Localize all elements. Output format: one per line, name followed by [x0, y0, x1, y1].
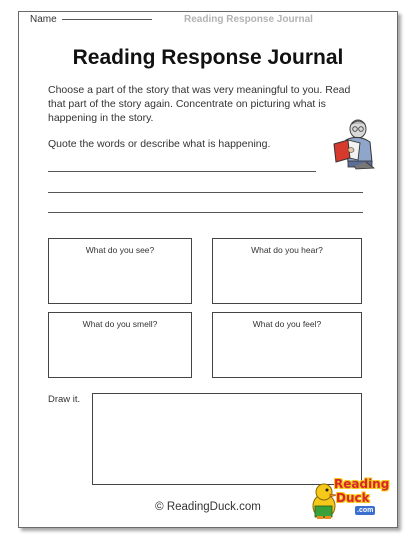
smell-box-label: What do you smell?	[82, 319, 158, 329]
reading-duck-logo	[312, 476, 390, 520]
name-row	[30, 14, 152, 25]
smell-box[interactable]	[48, 312, 192, 378]
logo-com-text: .com	[357, 507, 374, 514]
hear-box-label: What do you hear?	[251, 245, 323, 255]
page-title: Reading Response Journal	[72, 46, 344, 69]
name-label: Name	[30, 14, 57, 25]
header-title: Reading Response Journal	[184, 14, 313, 25]
feel-box-label: What do you feel?	[252, 319, 322, 329]
logo-duck-text: Duck	[336, 491, 370, 505]
feel-box[interactable]	[212, 312, 362, 378]
quote-prompt: Quote the words or describe what is happening.	[48, 138, 271, 150]
instructions: Choose a part of the story that was very meaningful to you. Read that part of the story again. Concentrate on picturing what is happening in the story.	[48, 84, 351, 124]
writing-line[interactable]	[48, 171, 316, 172]
draw-label: Draw it.	[48, 394, 81, 405]
drawing-box[interactable]	[92, 393, 362, 485]
writing-line[interactable]	[48, 212, 363, 213]
logo-reading-text: Reading	[334, 477, 390, 491]
boy-reading-illustration	[330, 116, 378, 172]
hear-box[interactable]	[212, 238, 362, 304]
writing-line[interactable]	[48, 192, 363, 193]
see-box-label: What do you see?	[85, 245, 155, 255]
name-line	[62, 19, 152, 20]
see-box[interactable]	[48, 238, 192, 304]
copyright-footer: © ReadingDuck.com	[155, 501, 261, 513]
